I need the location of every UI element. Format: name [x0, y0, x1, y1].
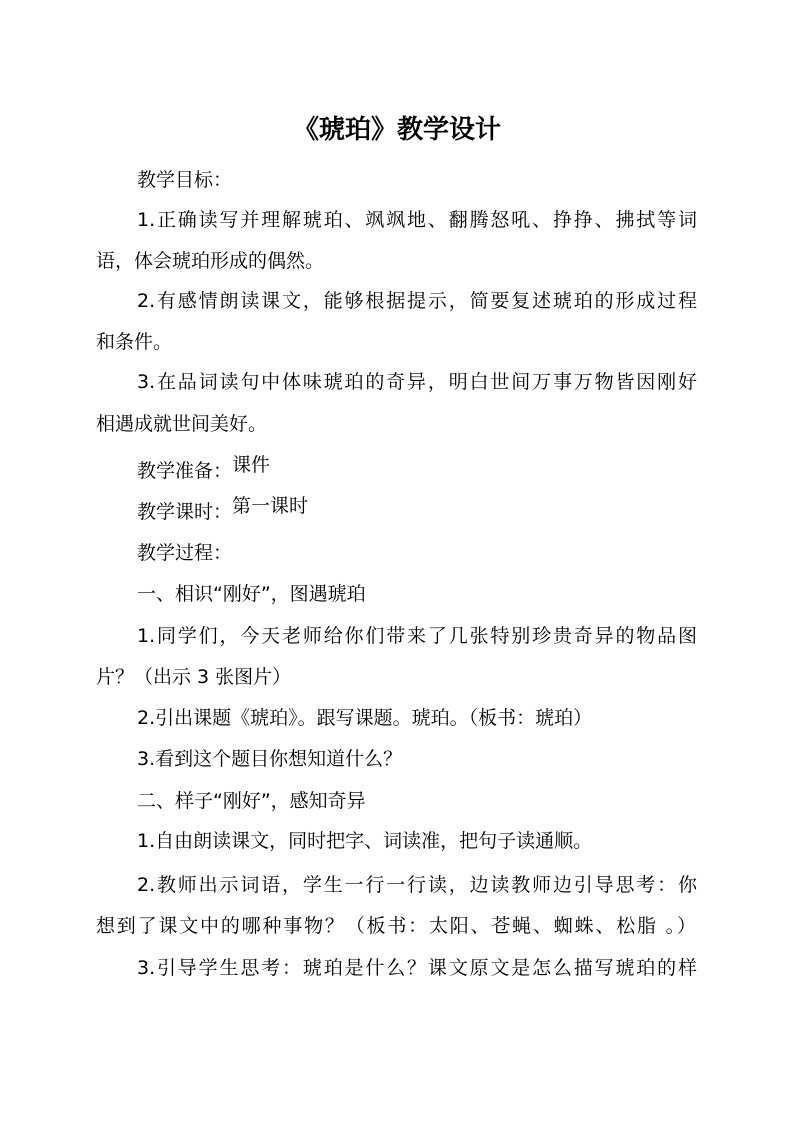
period-label: 教学课时： [137, 501, 233, 523]
section-2-heading: 二、样子“刚好”，感知奇异 [137, 790, 366, 812]
s2-item-2-line-2: 想到了课文中的哪种事物？（板书：太阳、苍蝇、蜘蛛、松脂 。） [96, 915, 696, 937]
section-1-heading: 一、相识“刚好”，图遇琥珀 [137, 583, 366, 605]
s1-item-1-line-2: 片？（出示 3 张图片） [96, 666, 292, 688]
s1-item-2: 2.引出课题《琥珀》。跟写课题。琥珀。（板书：琥珀） [137, 707, 593, 729]
objective-2-line-2: 和条件。 [96, 331, 173, 353]
objective-1-line-2: 语，体会琥珀形成的偶然。 [96, 250, 325, 272]
prep-value: 课件 [232, 454, 271, 476]
s2-item-2-line-1: 2.教师出示词语，学生一行一行读，边读教师边引导思考：你 [137, 874, 697, 896]
objectives-heading: 教学目标： [137, 169, 233, 191]
objective-3-line-2: 相遇成就世间美好。 [96, 413, 268, 435]
document-title: 《琥珀》教学设计 [292, 115, 501, 145]
s1-item-1-line-1: 1.同学们，今天老师给你们带来了几张特别珍贵奇异的物品图 [137, 625, 697, 647]
objective-3-line-1: 3.在品词读句中体味琥珀的奇异，明白世间万事万物皆因刚好 [137, 371, 697, 393]
process-heading: 教学过程： [137, 542, 233, 564]
s1-item-3: 3.看到这个题目你想知道什么？ [137, 748, 403, 770]
objective-2-line-1: 2.有感情朗读课文，能够根据提示，简要复述琥珀的形成过程 [137, 290, 697, 312]
objective-1-line-1: 1.正确读写并理解琥珀、飒飒地、翻腾怒吼、挣挣、拂拭等词 [137, 209, 697, 231]
prep-line [137, 454, 271, 484]
prep-label: 教学准备： [137, 460, 233, 482]
period-value: 第一课时 [232, 495, 309, 517]
period-line [137, 495, 309, 525]
s2-item-3-line-1: 3.引导学生思考：琥珀是什么？课文原文是怎么描写琥珀的样 [137, 957, 697, 979]
s2-item-1: 1.自由朗读课文，同时把字、词读准，把句子读通顺。 [137, 830, 593, 852]
